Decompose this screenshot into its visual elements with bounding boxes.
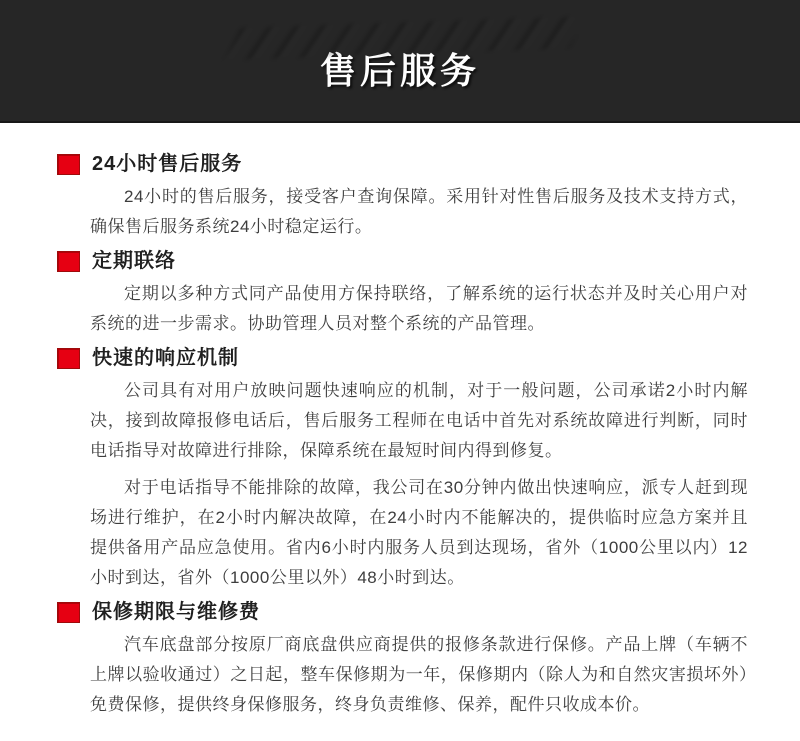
- section-rapid-response: [57, 347, 750, 593]
- red-square-bullet-icon: [57, 154, 80, 175]
- section-heading-row: [57, 250, 750, 272]
- section-heading-row: [57, 347, 750, 369]
- section-24h-service: [57, 153, 750, 242]
- section-heading: 24小时售后服务: [92, 153, 243, 175]
- section-paragraph: 汽车底盘部分按原厂商底盘供应商提供的报修条款进行保修。产品上牌（车辆不上牌以验收通过）之日起，整车保修期为一年，保修期内（除人为和自然灾害损坏外）免费保修，提供终身保修服务，终身负责维修、保养，配件只收成本价。: [90, 635, 748, 714]
- content-area: [0, 123, 800, 720]
- section-paragraph: 对于电话指导不能排除的故障，我公司在30分钟内做出快速响应，派专人赶到现场进行维护，在2小时内解决故障，在24小时内不能解决的，提供临时应急方案并且提供备用产品应急使用。省内6小时内服务人员到达现场，省外（1000公里以内）12小时到达，省外（1000公里以外）48小时到达。: [90, 478, 748, 587]
- section-heading-row: [57, 601, 750, 623]
- red-square-bullet-icon: [57, 251, 80, 272]
- section-heading-row: [57, 153, 750, 175]
- section-heading: 快速的响应机制: [92, 347, 239, 369]
- section-paragraph: 定期以多种方式同产品使用方保持联络，了解系统的运行状态并及时关心用户对系统的进一步需求。协助管理人员对整个系统的产品管理。: [90, 284, 748, 333]
- section-regular-contact: [57, 250, 750, 339]
- section-heading: 定期联络: [92, 250, 176, 272]
- section-heading: 保修期限与维修费: [92, 601, 260, 623]
- page-header: [0, 0, 800, 123]
- section-paragraph: 公司具有对用户放映问题快速响应的机制，对于一般问题，公司承诺2小时内解决，接到故障报修电话后，售后服务工程师在电话中首先对系统故障进行判断，同时电话指导对故障进行排除，保障系统在最短时间内得到修复。: [90, 381, 748, 460]
- page-title: 售后服务: [319, 50, 480, 91]
- red-square-bullet-icon: [57, 348, 80, 369]
- section-warranty-fees: [57, 601, 750, 720]
- section-paragraph: 24小时的售后服务，接受客户查询保障。采用针对性售后服务及技术支持方式，确保售后服务系统24小时稳定运行。: [90, 187, 748, 236]
- red-square-bullet-icon: [57, 602, 80, 623]
